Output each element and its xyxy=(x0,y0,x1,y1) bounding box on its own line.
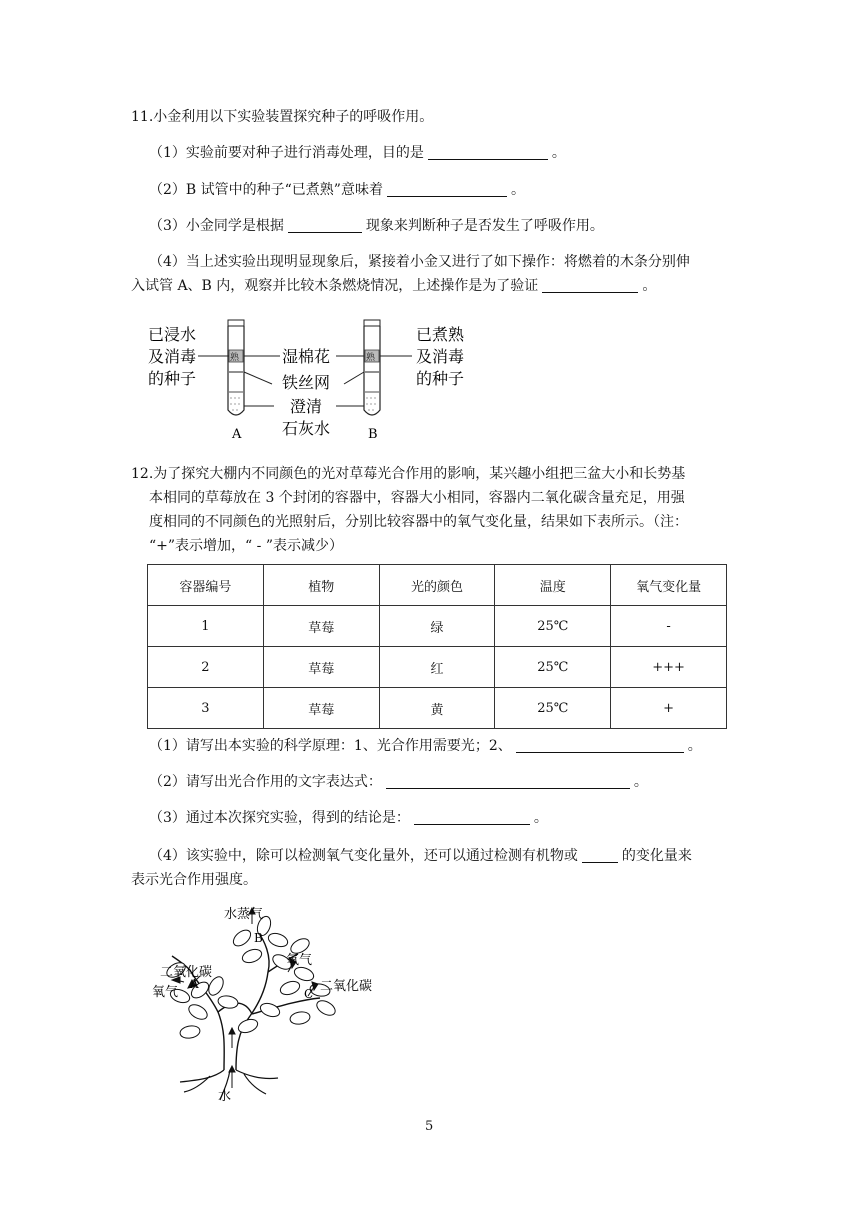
table-cell: 草莓 xyxy=(263,606,379,647)
left-label-line2: 及消毒 xyxy=(148,347,197,366)
q11-part1-blank[interactable] xyxy=(428,145,548,160)
label-c: C xyxy=(304,987,314,1001)
label-a: A xyxy=(190,977,199,991)
table-cell: +++ xyxy=(611,647,727,688)
q12-part1-text: （1）请写出本实验的科学原理：1、光合作用需要光；2、 xyxy=(149,738,512,754)
q12-intro-line4: “+”表示增加，“ - ”表示减少） xyxy=(149,538,343,554)
table-cell: 25℃ xyxy=(495,647,611,688)
table-cell: 25℃ xyxy=(495,688,611,729)
label-wet-cotton: 湿棉花 xyxy=(282,347,331,366)
table-cell: 25℃ xyxy=(495,606,611,647)
table-cell: 绿 xyxy=(379,606,495,647)
right-label-line2: 及消毒 xyxy=(416,347,465,366)
table-cell: 红 xyxy=(379,647,495,688)
q12-part1-end: 。 xyxy=(687,738,702,754)
q11-part4-blank[interactable] xyxy=(542,278,638,293)
q11-part3-end: 现象来判断种子是否发生了呼吸作用。 xyxy=(365,218,604,234)
table-row xyxy=(148,606,727,647)
label-clear: 澄清 xyxy=(290,397,323,416)
results-table xyxy=(147,564,727,729)
label-water: 水 xyxy=(218,1089,232,1104)
q12-part1 xyxy=(149,736,702,756)
label-water-vapor: 水蒸气 xyxy=(224,907,264,922)
q12-part2 xyxy=(149,772,648,792)
q11-part2-end: 。 xyxy=(510,182,525,198)
label-b: B xyxy=(254,931,263,945)
table-row xyxy=(148,688,727,729)
tube-b xyxy=(364,320,380,415)
tube-a xyxy=(228,320,244,415)
left-label-line3: 的种子 xyxy=(148,369,197,388)
label-wire-mesh: 铁丝网 xyxy=(282,373,331,392)
label-o2-right: 氧气 xyxy=(286,953,313,968)
table-cell: 1 xyxy=(148,606,264,647)
q11-part3-blank[interactable] xyxy=(288,218,362,233)
header-container-number: 容器编号 xyxy=(148,565,264,606)
q12-part4-line2: 表示光合作用强度。 xyxy=(131,872,257,888)
page-number: 5 xyxy=(425,1119,434,1134)
q12-part3-text: （3）通过本次探究实验，得到的结论是： xyxy=(149,810,410,826)
tube-b-label: B xyxy=(368,427,378,442)
q11-part4-line2 xyxy=(131,276,656,296)
header-plant: 植物 xyxy=(263,565,379,606)
table-cell: 3 xyxy=(148,688,264,729)
table-cell: + xyxy=(611,688,727,729)
left-label-line1: 已浸水 xyxy=(148,325,197,344)
q11-part2-blank[interactable] xyxy=(387,182,507,197)
label-co2-left: 二氧化碳 xyxy=(160,965,213,980)
q12-part4-text: （4）该实验中，除可以检测氧气变化量外，还可以通过检测有机物或 xyxy=(149,848,578,864)
q12-part2-blank[interactable] xyxy=(386,774,630,789)
table-row xyxy=(148,647,727,688)
label-limewater: 石灰水 xyxy=(282,419,331,438)
q11-title: 11.小金利用以下实验装置探究种子的呼吸作用。 xyxy=(131,109,434,125)
right-label-line1: 已煮熟 xyxy=(416,325,465,344)
table-cell: 黄 xyxy=(379,688,495,729)
q11-part4-text: 入试管 A、B 内，观察并比较木条燃烧情况，上述操作是为了验证 xyxy=(131,278,539,294)
plant-figure xyxy=(140,900,400,1105)
q12-part1-blank[interactable] xyxy=(516,738,684,753)
table-cell: 草莓 xyxy=(263,647,379,688)
tube-a-label: A xyxy=(232,427,242,442)
q12-part3-end: 。 xyxy=(533,810,548,826)
q12-part4-end: 的变化量来 xyxy=(621,848,692,864)
q12-part4-blank[interactable] xyxy=(582,848,618,863)
svg-text:熟: 熟 xyxy=(366,353,376,363)
q11-part1-end: 。 xyxy=(551,145,566,161)
table-cell: 2 xyxy=(148,647,264,688)
q12-part4-line1 xyxy=(149,846,692,866)
q11-part2-text: （2）B 试管中的种子“已煮熟”意味着 xyxy=(149,182,383,198)
q11-part4-line1: （4）当上述实验出现明显现象后，紧接着小金又进行了如下操作：将燃着的木条分别伸 xyxy=(149,254,690,270)
table-cell: - xyxy=(611,606,727,647)
q11-part4-end: 。 xyxy=(642,278,657,294)
table-header-row xyxy=(148,565,727,606)
q12-intro-line3: 度相同的不同颜色的光照射后，分别比较容器中的氧气变化量，结果如下表所示。（注： xyxy=(149,514,688,530)
test-tube-figure xyxy=(140,314,480,444)
q12-part2-end: 。 xyxy=(633,774,648,790)
q11-part1 xyxy=(149,143,566,163)
header-oxygen-change: 氧气变化量 xyxy=(611,565,727,606)
q11-part2 xyxy=(149,180,525,200)
q12-part3-blank[interactable] xyxy=(414,810,530,825)
q12-part2-text: （2）请写出光合作用的文字表达式： xyxy=(149,774,382,790)
q12-part3 xyxy=(149,808,548,828)
label-co2-right: 二氧化碳 xyxy=(320,979,373,994)
q11-part3-text: （3）小金同学是根据 xyxy=(149,218,284,234)
q12-intro-line1: 12.为了探究大棚内不同颜色的光对草莓光合作用的影响，某兴趣小组把三盆大小和长势基 xyxy=(131,466,686,482)
header-temperature: 温度 xyxy=(495,565,611,606)
header-light-color: 光的颜色 xyxy=(379,565,495,606)
q11-part3 xyxy=(149,216,604,236)
label-o2-left: 氧气 xyxy=(152,985,179,1000)
q12-intro-line2: 本相同的草莓放在 3 个封闭的容器中，容器大小相同，容器内二氧化碳含量充足，用强 xyxy=(149,490,685,506)
table-cell: 草莓 xyxy=(263,688,379,729)
svg-text:熟: 熟 xyxy=(230,353,240,363)
q11-part1-text: （1）实验前要对种子进行消毒处理，目的是 xyxy=(149,145,424,161)
right-label-line3: 的种子 xyxy=(416,369,465,388)
